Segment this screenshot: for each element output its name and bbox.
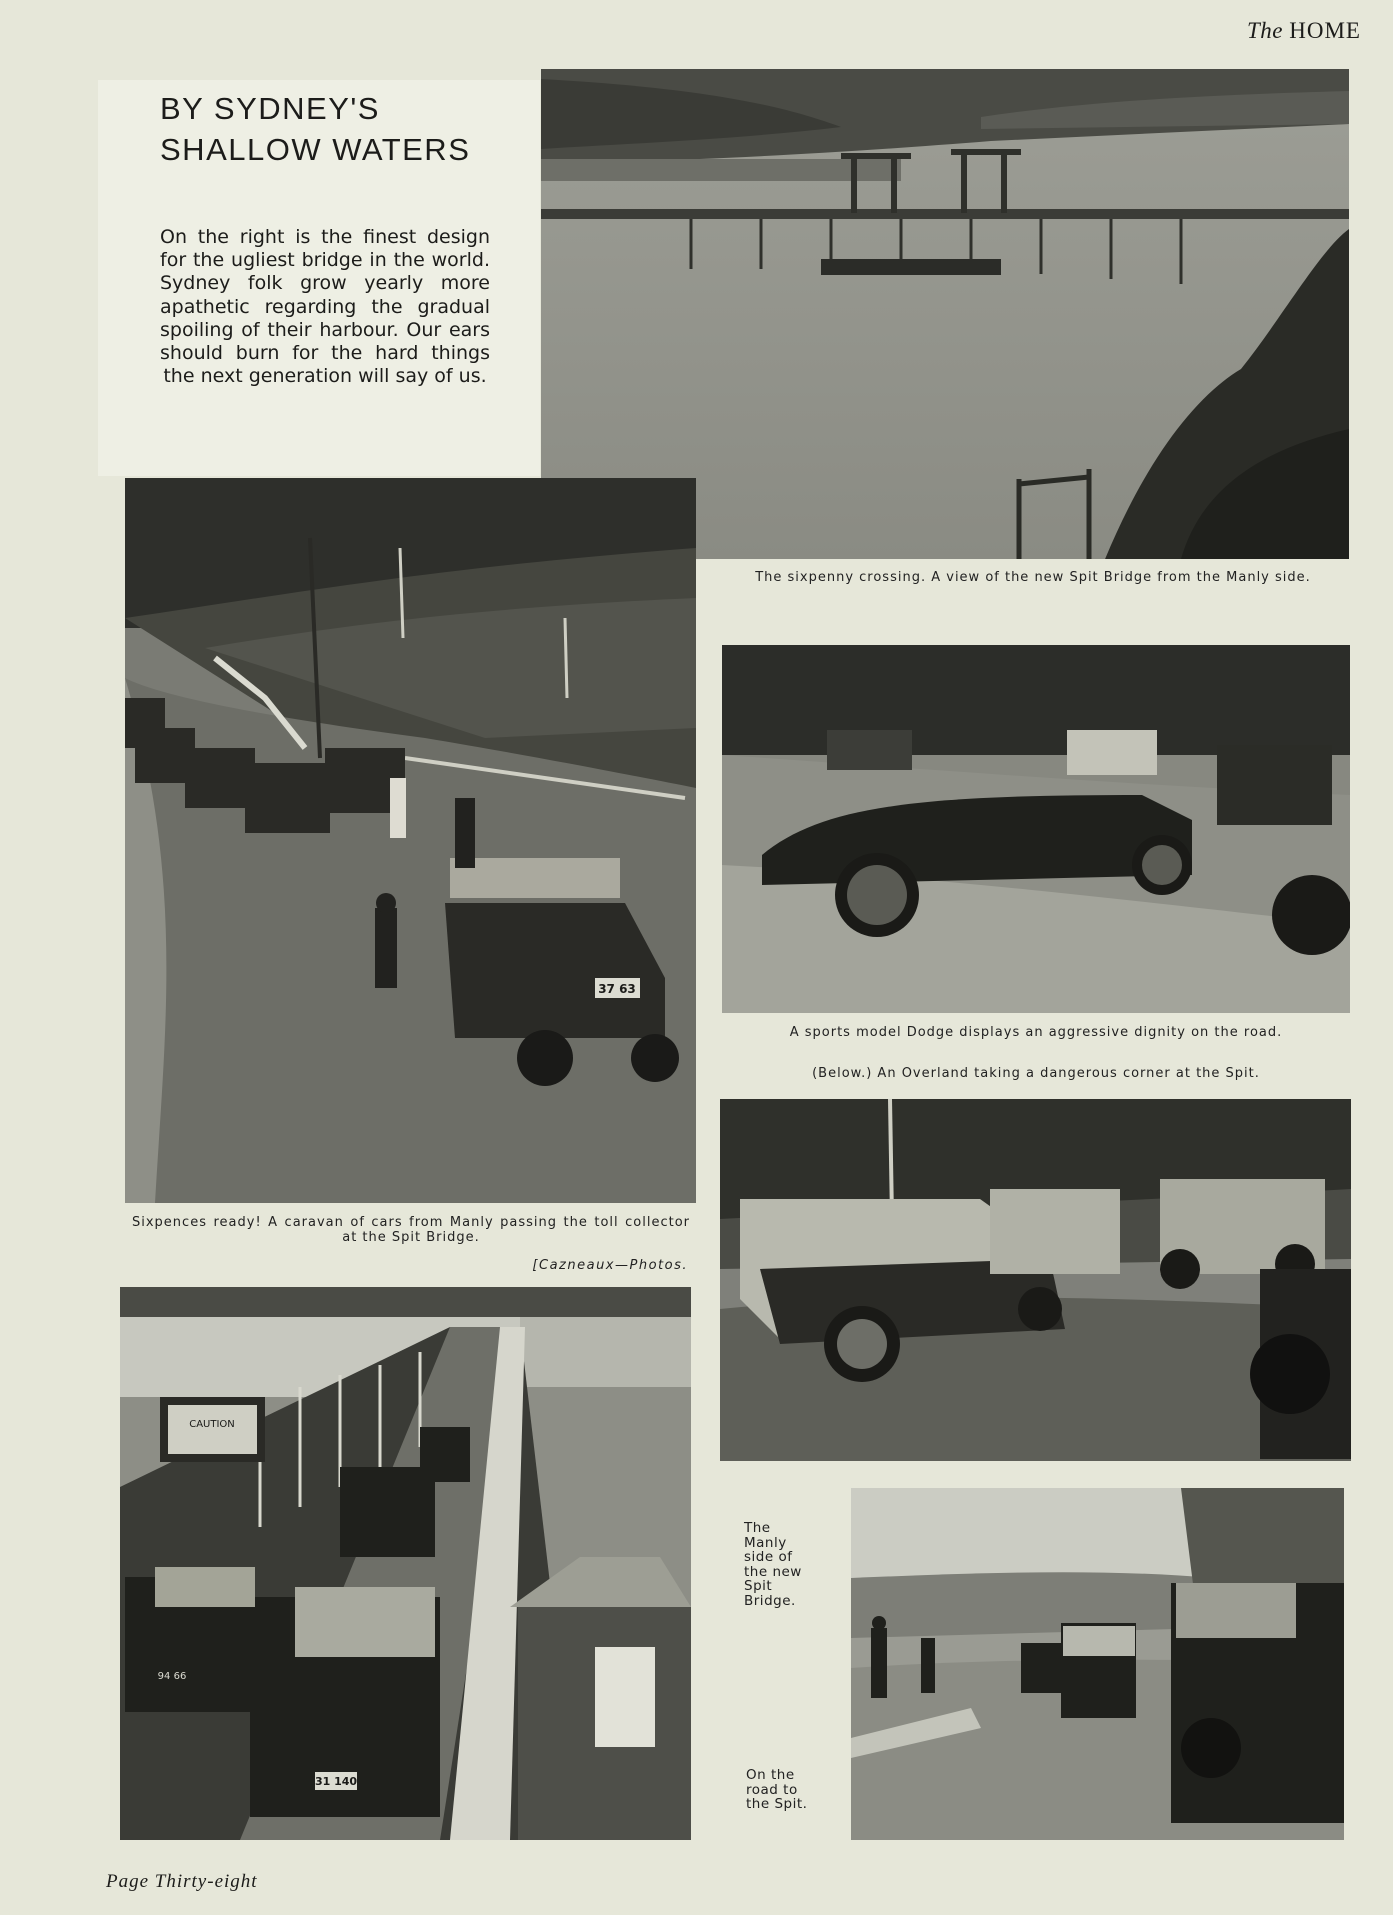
caption-overland: (Below.) An Overland taking a dangerous corner at the Spit. [812, 1066, 1260, 1081]
caption-dodge: A sports model Dodge displays an aggressive dignity on the road. [789, 1025, 1283, 1040]
caption-sixpences: Sixpences ready! A caravan of cars from Manly passing the toll collector at the Spit Bridge. [132, 1215, 690, 1245]
title-line-2: SHALLOW WATERS [160, 132, 471, 167]
masthead-title: HOME [1289, 18, 1361, 43]
caption-spit-bridge: The sixpenny crossing. A view of the new Spit Bridge from the Manly side. [755, 570, 1311, 585]
article-intro: On the right is the finest design for the ugliest bridge in the world. Sydney folk grow yearly more apathetic regarding the gradual spoiling of their harbour. Our ears should burn for the hard things the next generation will say of us. [160, 226, 490, 388]
toll-caravan-photo [125, 478, 696, 1203]
masthead [1247, 18, 1361, 44]
article-title [160, 88, 540, 170]
road-to-spit-photo [851, 1488, 1344, 1840]
masthead-prefix: The [1247, 18, 1284, 43]
manly-side-photo [120, 1287, 691, 1840]
caption-road-to-spit: On the road to the Spit. [746, 1767, 808, 1812]
dodge-photo [722, 645, 1350, 1013]
page-folio: Page Thirty-eight [106, 1871, 258, 1892]
plate-2: 31 140 [314, 1775, 358, 1788]
plate-1: 37 63 [598, 982, 636, 996]
photo-credit: [Cazneaux—Photos. [532, 1258, 688, 1273]
caption-manly-side: The Manly side of the new Spit Bridge. [744, 1520, 802, 1609]
caution-sign-text: CAUTION [189, 1419, 235, 1430]
plate-3: 94 66 [157, 1671, 187, 1682]
overland-photo [720, 1099, 1351, 1461]
title-line-1: BY SYDNEY'S [160, 91, 380, 126]
